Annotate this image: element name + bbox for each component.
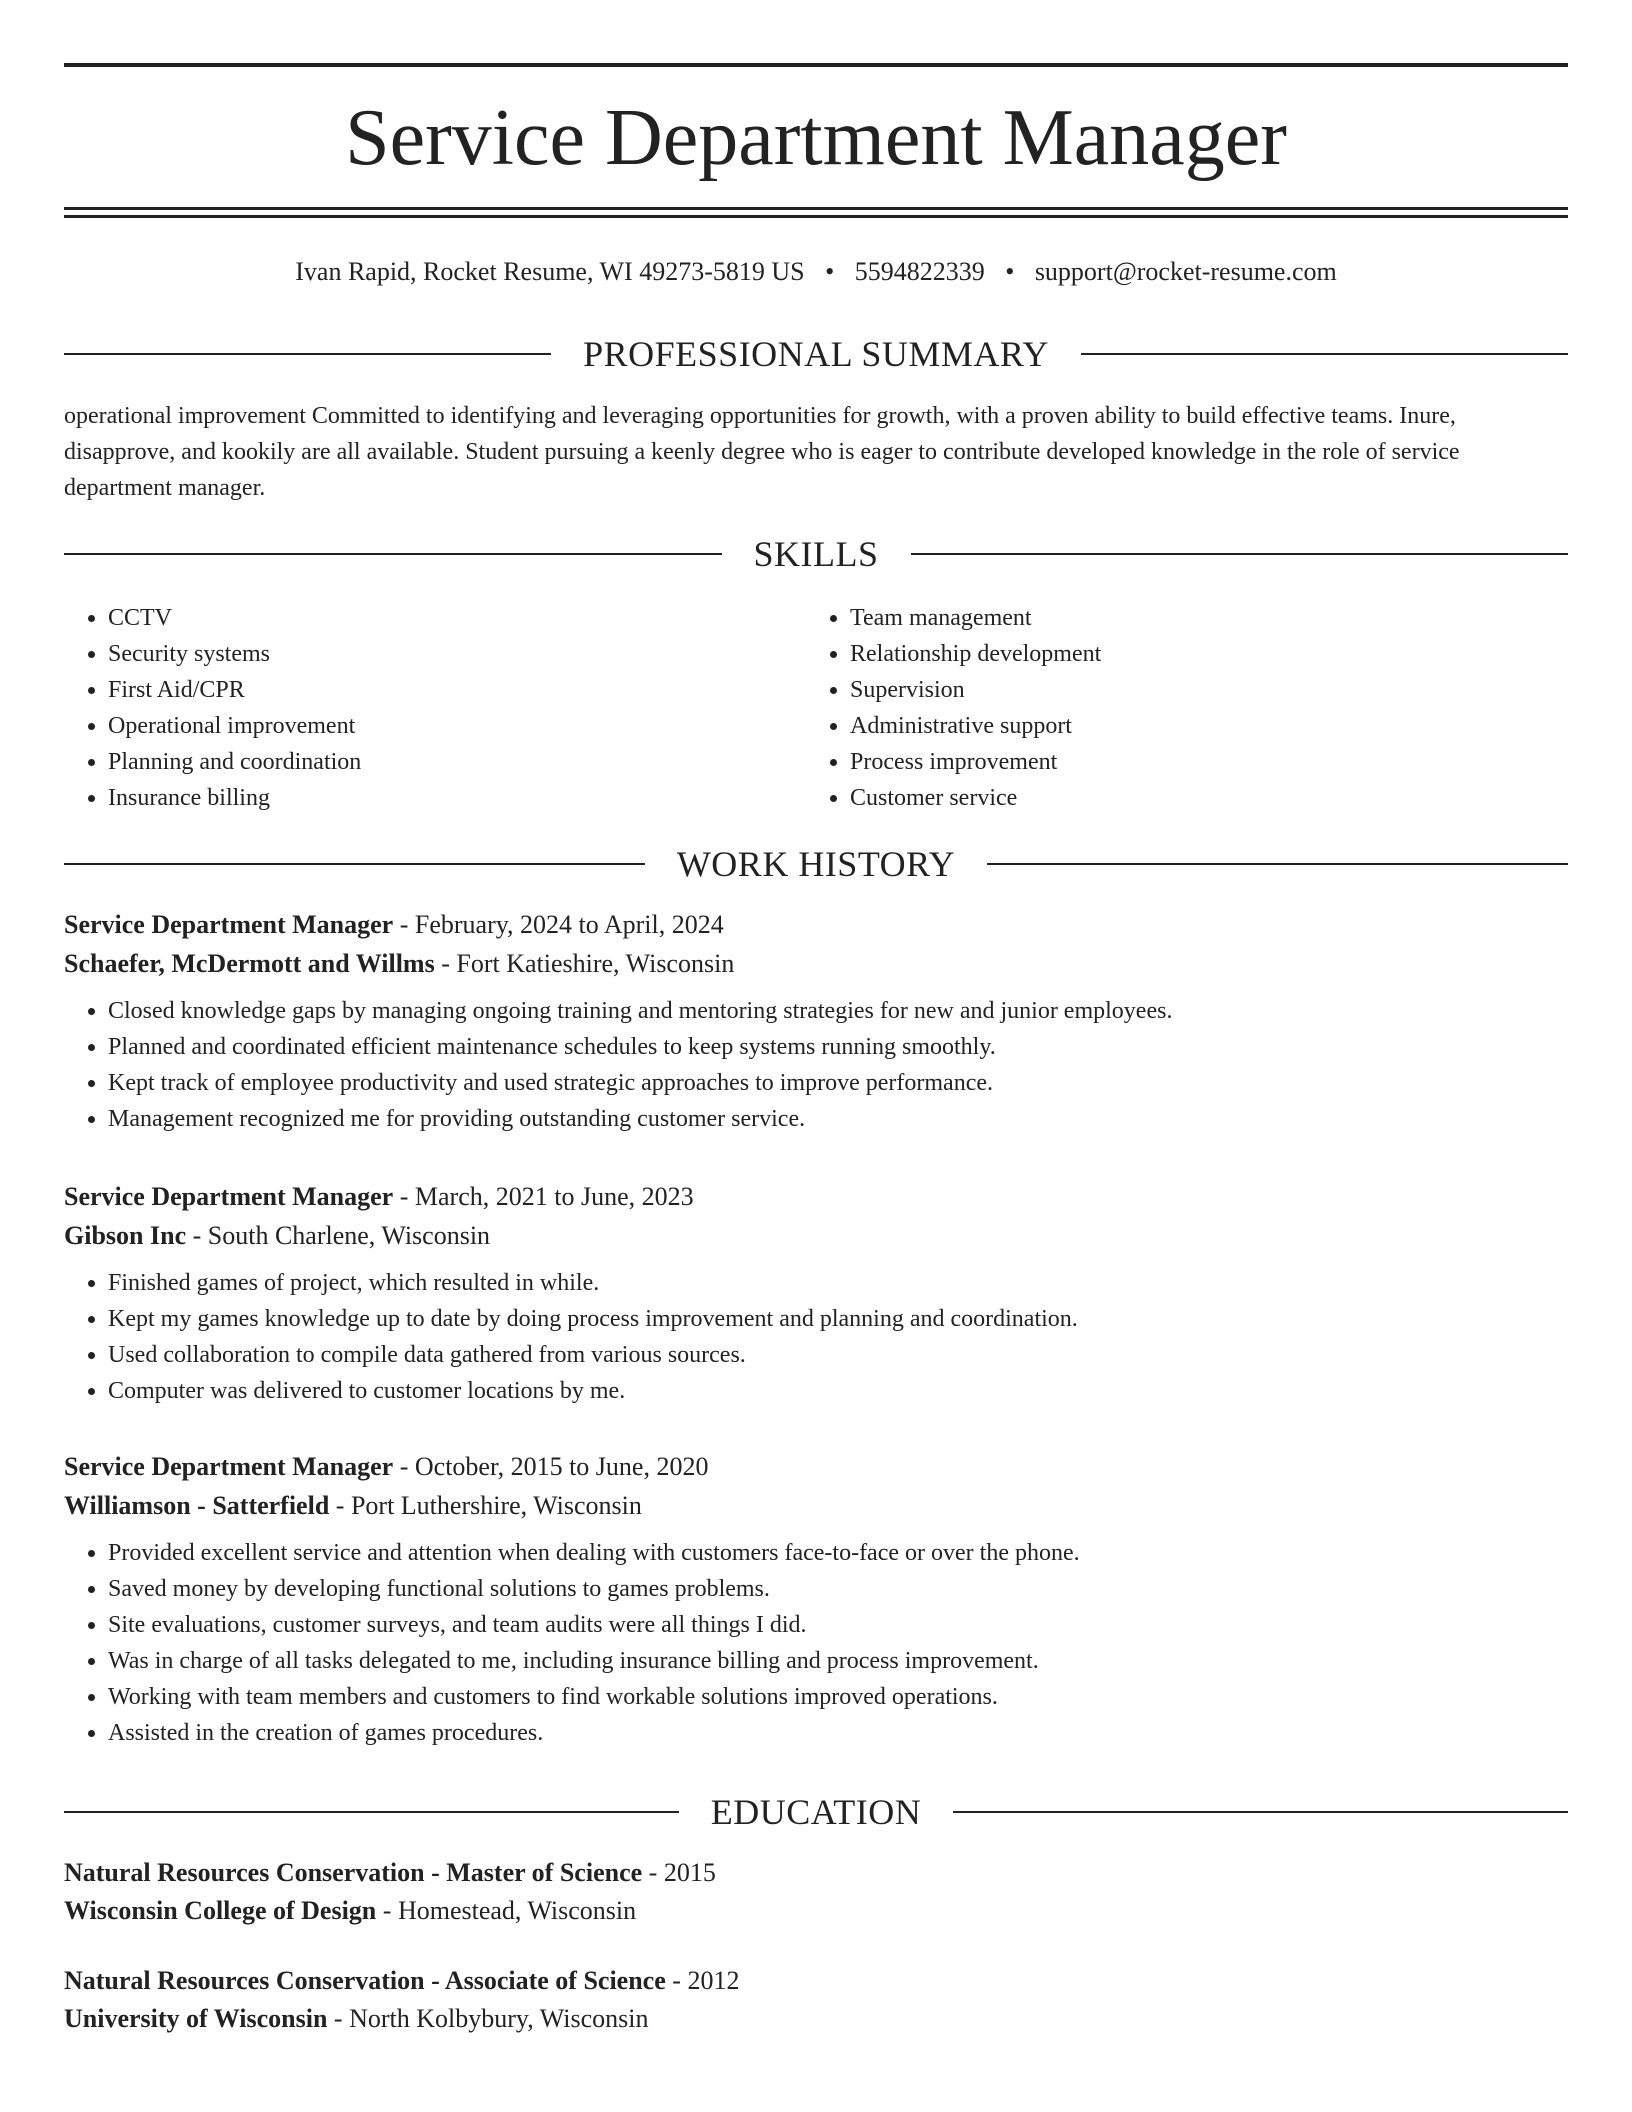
job-bullets bbox=[64, 1535, 1568, 1751]
contact-separator: • bbox=[1005, 257, 1015, 286]
job-location: Fort Katieshire, Wisconsin bbox=[456, 949, 735, 978]
job-dates: March, 2021 to June, 2023 bbox=[414, 1182, 694, 1211]
work-entry: Service Department Manager - March, 2021 to June, 2023 Gibson Inc - South Charlene, Wisconsin • Finished games of project, which resulted in while. • Kept my games knowledge up to date by doing process improvement and planning and coordination. • Used collaboration to compile data gathered from various sources. • Computer was delivered to customer locations by me. bbox=[64, 1177, 1568, 1409]
contact-line bbox=[64, 252, 1568, 292]
heading-rule bbox=[64, 553, 722, 555]
job-bullet: • Assisted in the creation of games procedures. bbox=[108, 1715, 1568, 1751]
job-company: Williamson - Satterfield bbox=[64, 1491, 330, 1520]
heading-rule bbox=[911, 553, 1569, 555]
job-dates: October, 2015 to June, 2020 bbox=[414, 1452, 709, 1481]
heading-rule bbox=[64, 863, 645, 865]
edu-degree: Natural Resources Conservation - Associate of Science bbox=[64, 1966, 666, 1995]
heading-rule bbox=[987, 863, 1568, 865]
section-heading-education bbox=[64, 1790, 1568, 1834]
job-bullets bbox=[64, 993, 1568, 1137]
job-bullet: • Kept my games knowledge up to date by doing process improvement and planning and coordination. bbox=[108, 1301, 1568, 1337]
job-bullet: • Site evaluations, customer surveys, and team audits were all things I did. bbox=[108, 1607, 1568, 1643]
job-bullet: • Computer was delivered to customer locations by me. bbox=[108, 1373, 1568, 1409]
job-bullet: • Used collaboration to compile data gathered from various sources. bbox=[108, 1337, 1568, 1373]
skill-item: • Process improvement bbox=[850, 744, 1548, 780]
skill-item: • Team management bbox=[850, 600, 1548, 636]
job-title: Service Department Manager bbox=[64, 1452, 394, 1481]
job-title: Service Department Manager bbox=[64, 1182, 394, 1211]
skills-column-right bbox=[806, 600, 1548, 816]
contact-phone: 5594822339 bbox=[854, 257, 985, 286]
job-company: Schaefer, McDermott and Willms bbox=[64, 949, 435, 978]
job-bullet: • Planned and coordinated efficient maintenance schedules to keep systems running smoothly. bbox=[108, 1029, 1568, 1065]
education-entry: Natural Resources Conservation - Associate of Science - 2012 University of Wisconsin - North Kolbybury, Wisconsin bbox=[64, 1966, 740, 2033]
section-heading-label: EDUCATION bbox=[710, 1792, 922, 1832]
job-bullet: • Provided excellent service and attention when dealing with customers face-to-face or over the phone. bbox=[108, 1535, 1568, 1571]
title-rule-lower bbox=[64, 215, 1568, 218]
section-heading-work bbox=[64, 842, 1568, 886]
skill-item: • Customer service bbox=[850, 780, 1548, 816]
edu-location: Homestead, Wisconsin bbox=[397, 1896, 637, 1925]
heading-rule bbox=[64, 1811, 679, 1813]
skill-item: • First Aid/CPR bbox=[108, 672, 806, 708]
section-heading-label: WORK HISTORY bbox=[676, 844, 956, 884]
job-bullet: • Saved money by developing functional solutions to games problems. bbox=[108, 1571, 1568, 1607]
education-entry: Natural Resources Conservation - Master of Science - 2015 Wisconsin College of Design - Homestead, Wisconsin bbox=[64, 1858, 716, 1925]
edu-year: 2012 bbox=[687, 1966, 740, 1995]
skills-column-left bbox=[64, 600, 806, 816]
section-heading-skills bbox=[64, 532, 1568, 576]
job-bullet: • Closed knowledge gaps by managing ongoing training and mentoring strategies for new and junior employees. bbox=[108, 993, 1568, 1029]
contact-separator: • bbox=[825, 257, 835, 286]
section-heading-label: SKILLS bbox=[753, 534, 879, 574]
page-title: Service Department Manager bbox=[345, 94, 1287, 182]
job-location: Port Luthershire, Wisconsin bbox=[350, 1491, 642, 1520]
job-title: Service Department Manager bbox=[64, 910, 394, 939]
heading-rule bbox=[1081, 353, 1568, 355]
work-entry: Service Department Manager - February, 2024 to April, 2024 Schaefer, McDermott and Willms - Fort Katieshire, Wisconsin • Closed knowledge gaps by managing ongoing training and mentoring strategies for new and junior employees. • Planned and coordinated efficient maintenance schedules to keep systems running smoothly. • Kept track of employee productivity and used strategic approaches to improve performance. • Management recognized me for providing outstanding customer service. bbox=[64, 905, 1568, 1137]
skill-item: • Administrative support bbox=[850, 708, 1548, 744]
edu-degree: Natural Resources Conservation - Master of Science bbox=[64, 1858, 643, 1887]
top-rule bbox=[64, 63, 1568, 67]
title-rule-upper bbox=[64, 207, 1568, 210]
edu-location: North Kolbybury, Wisconsin bbox=[349, 2004, 649, 2033]
edu-year: 2015 bbox=[663, 1858, 716, 1887]
heading-rule bbox=[64, 353, 551, 355]
job-dates: February, 2024 to April, 2024 bbox=[414, 910, 724, 939]
skill-item: • Security systems bbox=[108, 636, 806, 672]
skill-item: • CCTV bbox=[108, 600, 806, 636]
skill-item: • Insurance billing bbox=[108, 780, 806, 816]
skill-item: • Planning and coordination bbox=[108, 744, 806, 780]
skill-item: • Relationship development bbox=[850, 636, 1548, 672]
work-entry: Service Department Manager - October, 2015 to June, 2020 Williamson - Satterfield - Port Luthershire, Wisconsin • Provided excellent service and attention when dealing with customers face-to-face or over the phone. • Saved money by developing functional solutions to games problems. • Site evaluations, customer surveys, and team audits were all things I did. • Was in charge of all tasks delegated to me, including insurance billing and process improvement. • Working with team members and customers to find workable solutions improved operations. • Assisted in the creation of games procedures. bbox=[64, 1447, 1568, 1751]
section-heading-label: PROFESSIONAL SUMMARY bbox=[583, 334, 1049, 374]
job-location: South Charlene, Wisconsin bbox=[207, 1221, 491, 1250]
edu-school: University of Wisconsin bbox=[64, 2004, 328, 2033]
job-bullet: • Finished games of project, which resulted in while. bbox=[108, 1265, 1568, 1301]
job-bullets bbox=[64, 1265, 1568, 1409]
job-bullet: • Management recognized me for providing outstanding customer service. bbox=[108, 1101, 1568, 1137]
section-heading-summary bbox=[64, 332, 1568, 376]
edu-school: Wisconsin College of Design bbox=[64, 1896, 377, 1925]
job-bullet: • Was in charge of all tasks delegated to me, including insurance billing and process improvement. bbox=[108, 1643, 1568, 1679]
skills-list bbox=[64, 600, 1568, 816]
job-bullet: • Working with team members and customers to find workable solutions improved operations. bbox=[108, 1679, 1568, 1715]
job-company: Gibson Inc bbox=[64, 1221, 187, 1250]
summary-text: operational improvement Committed to identifying and leveraging opportunities for growth, with a proven ability to build effective teams. Inure, disapprove, and kookily are all available. Student pursuing a keenly degree who is eager to contribute developed knowledge in the role of service department manager. bbox=[64, 403, 1460, 501]
job-bullet: • Kept track of employee productivity and used strategic approaches to improve performance. bbox=[108, 1065, 1568, 1101]
contact-address: Ivan Rapid, Rocket Resume, WI 49273-5819 US bbox=[295, 257, 805, 286]
heading-rule bbox=[953, 1811, 1568, 1813]
skill-item: • Supervision bbox=[850, 672, 1548, 708]
contact-email: support@rocket-resume.com bbox=[1034, 257, 1337, 286]
skill-item: • Operational improvement bbox=[108, 708, 806, 744]
